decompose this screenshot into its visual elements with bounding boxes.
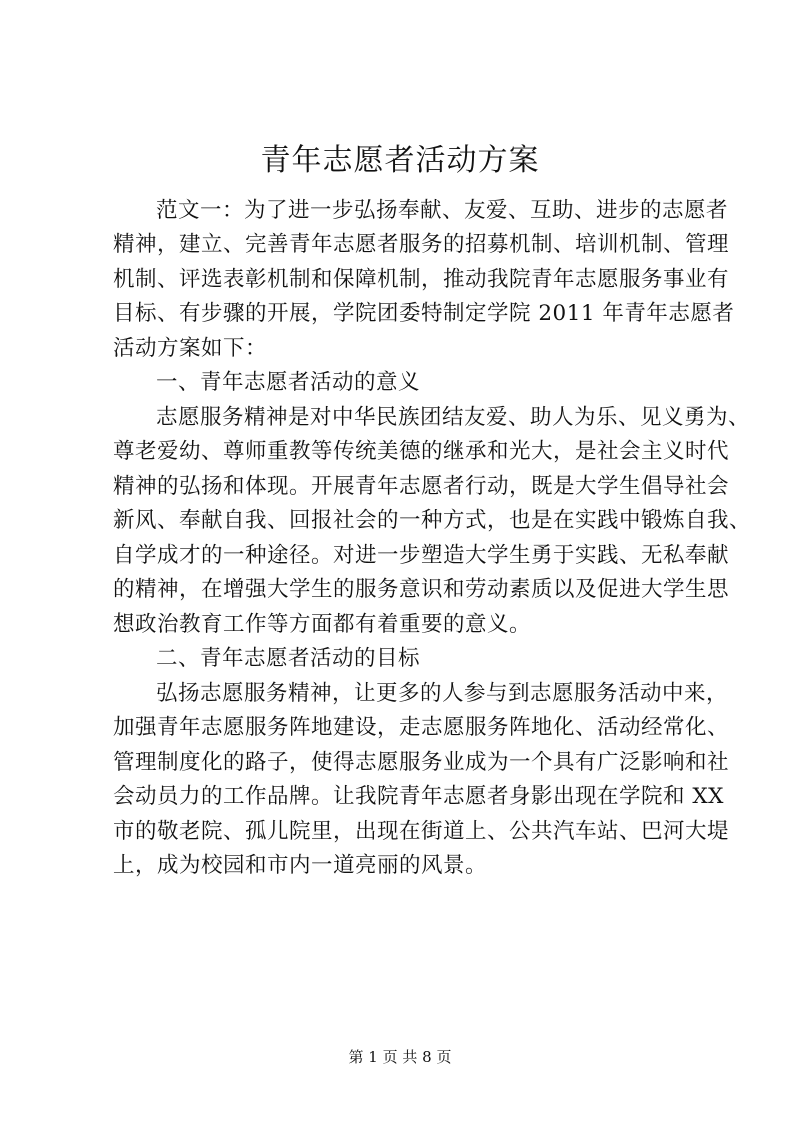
body-line: 市的敬老院、孤儿院里，出现在街道上、公共汽车站、巴河大堤: [113, 819, 730, 844]
body-line: 目标、有步骤的开展，学院团委特制定学院 2011 年青年志愿者: [113, 301, 735, 326]
section-heading: 一、青年志愿者活动的意义: [156, 370, 421, 395]
body-line: 精神的弘扬和体现。开展青年志愿者行动，既是大学生倡导社会: [113, 474, 730, 499]
body-line: 范文一：为了进一步弘扬奉献、友爱、互助、进步的志愿者: [156, 198, 729, 223]
body-line: 机制、评选表彰机制和保障机制，推动我院青年志愿服务事业有: [113, 267, 730, 292]
body-line: 会动员力的工作品牌。让我院青年志愿者身影出现在学院和 XX: [113, 784, 724, 809]
body-line: 新风、奉献自我、回报社会的一种方式，也是在实践中锻炼自我、: [113, 508, 752, 533]
body-line: 尊老爱幼、尊师重教等传统美德的继承和光大，是社会主义时代: [113, 439, 730, 464]
body-line: 志愿服务精神是对中华民族团结友爱、助人为乐、见义勇为、: [156, 405, 751, 430]
body-line: 想政治教育工作等方面都有着重要的意义。: [113, 612, 532, 637]
body-line: 上，成为校园和市内一道亮丽的风景。: [113, 853, 488, 878]
body-line: 管理制度化的路子，使得志愿服务业成为一个具有广泛影响和社: [113, 750, 730, 775]
body-line: 的精神，在增强大学生的服务意识和劳动素质以及促进大学生思: [113, 577, 730, 602]
body-line: 精神，建立、完善青年志愿者服务的招募机制、培训机制、管理: [113, 232, 730, 257]
body-line: 活动方案如下：: [113, 336, 268, 361]
document-title: 青年志愿者活动方案: [260, 143, 540, 178]
body-line: 自学成才的一种途径。对进一步塑造大学生勇于实践、无私奉献: [113, 543, 730, 568]
page-number-footer: 第 1 页 共 8 页: [348, 1048, 452, 1066]
body-line: 弘扬志愿服务精神，让更多的人参与到志愿服务活动中来，: [156, 681, 729, 706]
section-heading: 二、青年志愿者活动的目标: [156, 646, 421, 671]
body-line: 加强青年志愿服务阵地建设，走志愿服务阵地化、活动经常化、: [113, 715, 730, 740]
